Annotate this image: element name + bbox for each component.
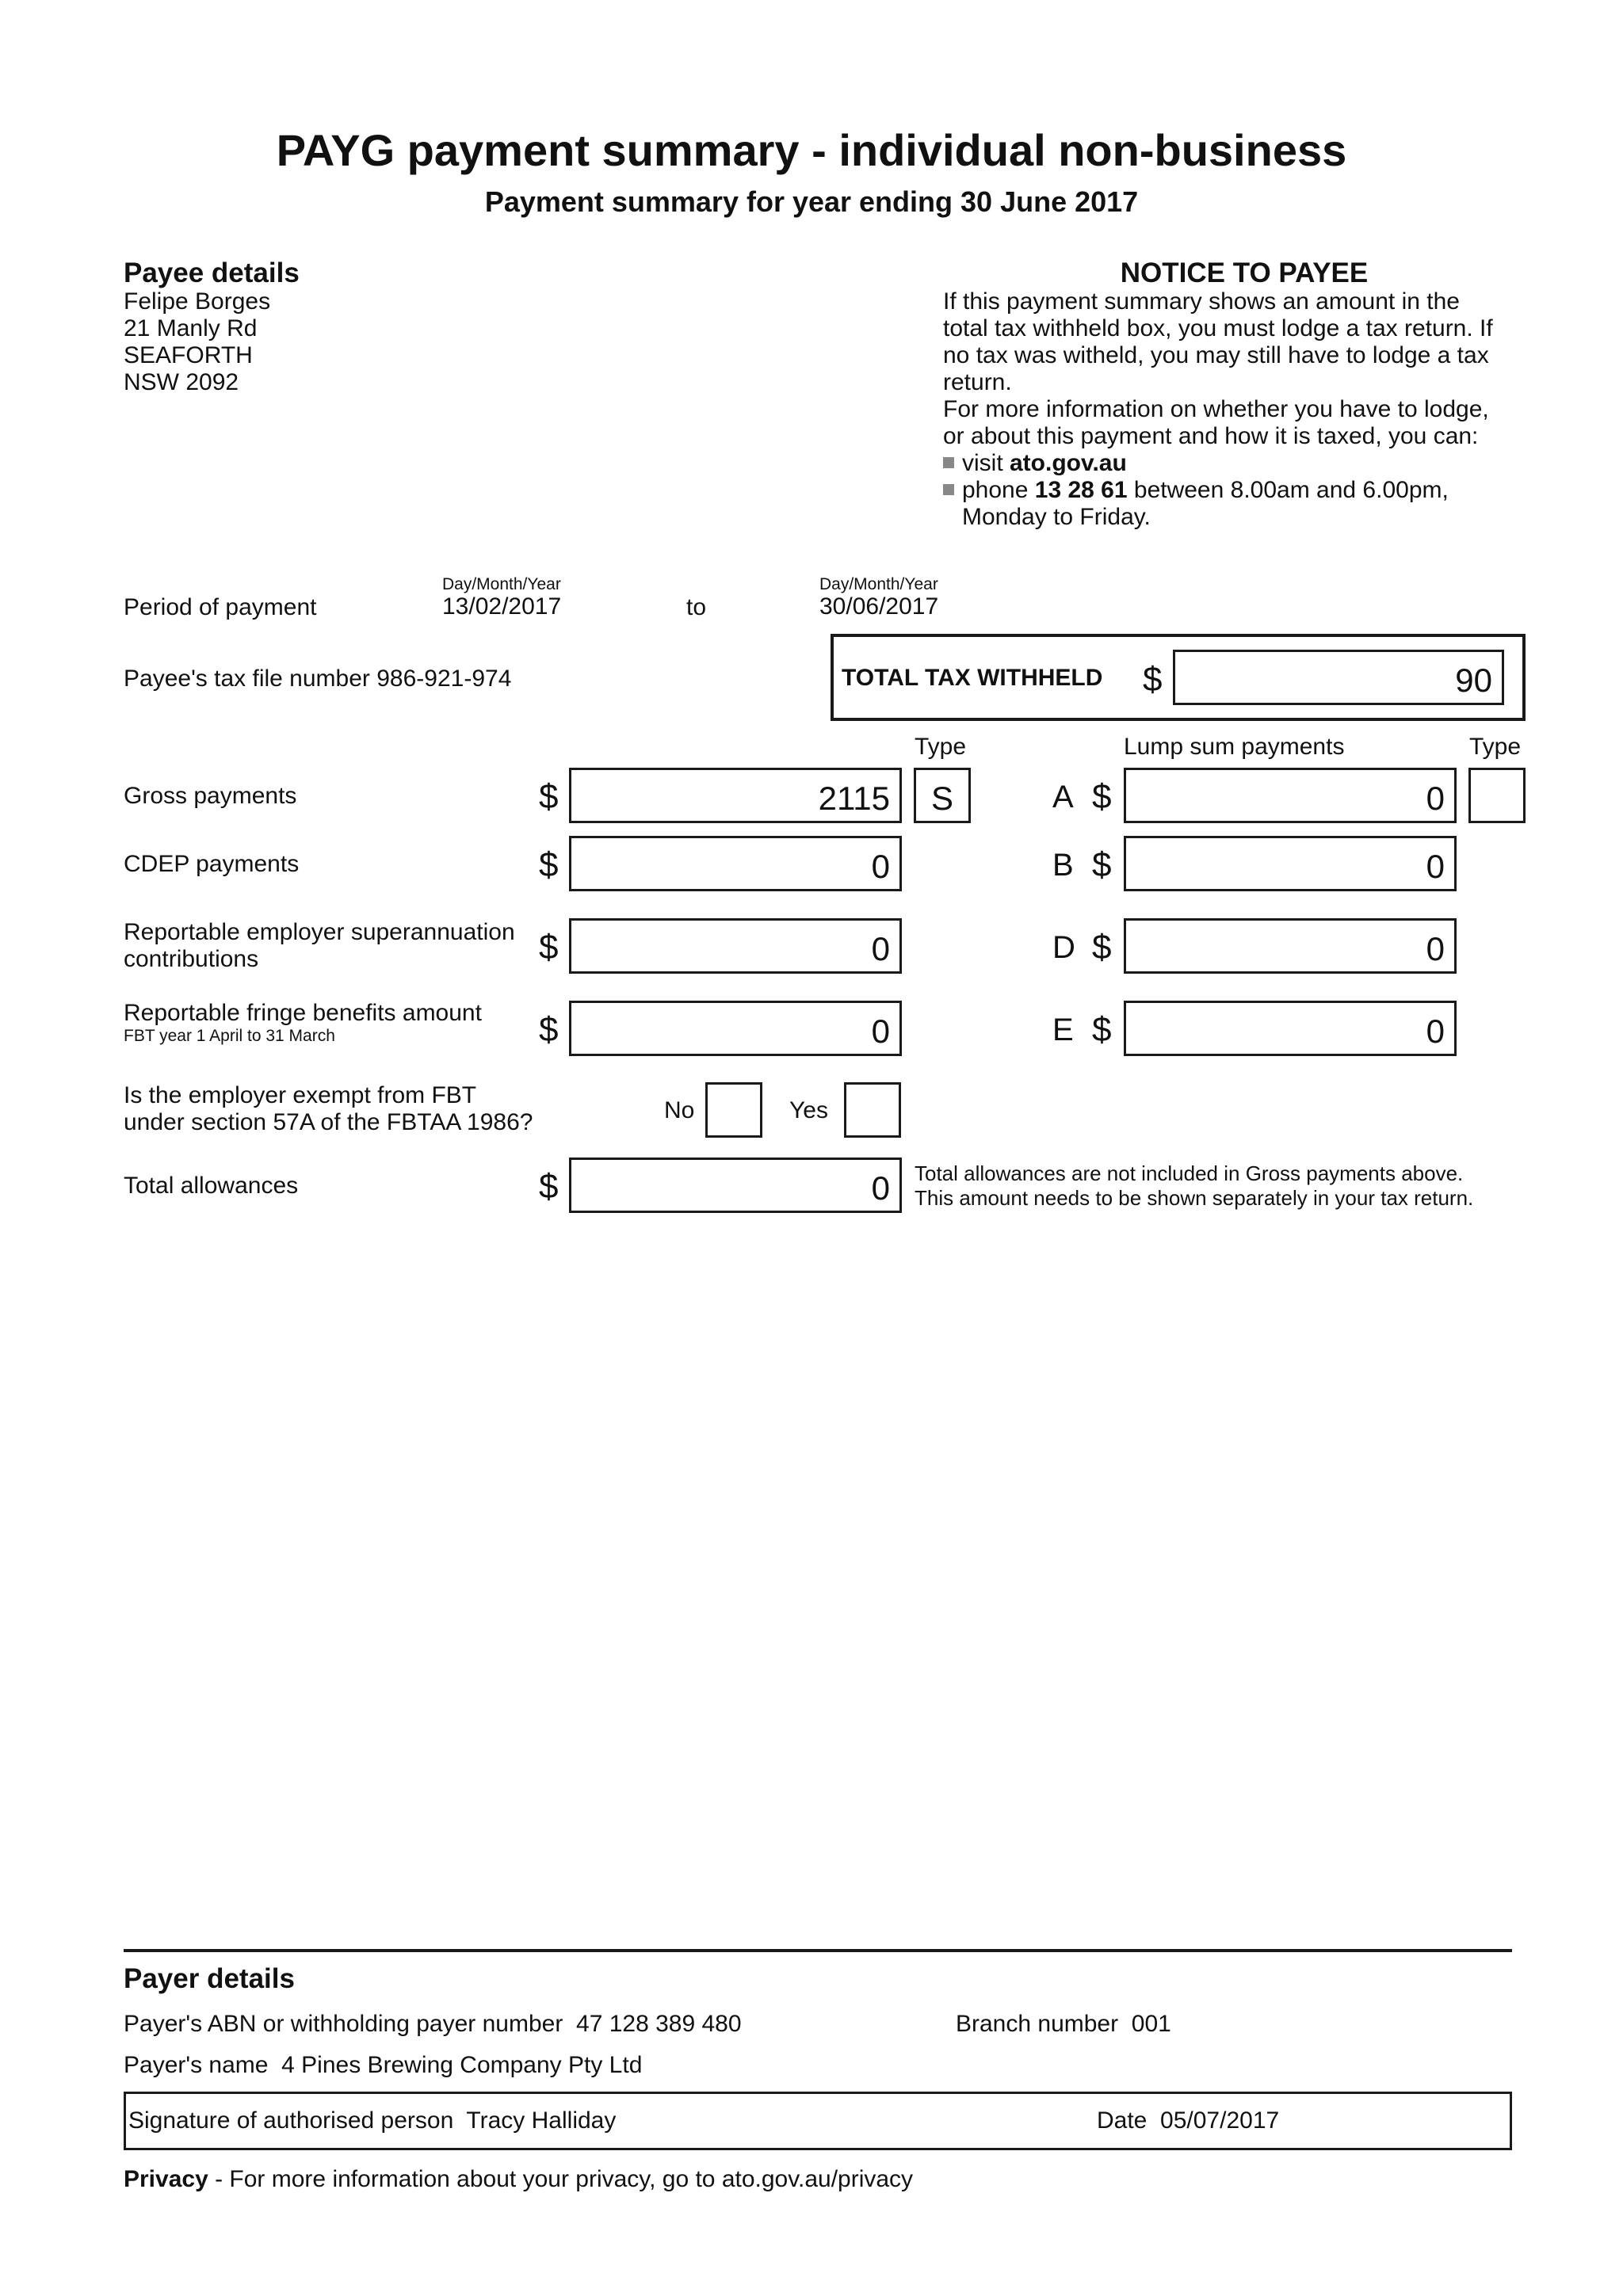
lump-sum-e-dollar: $ (1092, 1010, 1112, 1049)
gross-payments-label: Gross payments (124, 783, 297, 809)
payer-branch-value: 001 (1131, 2011, 1171, 2037)
gross-payments-field[interactable] (569, 768, 902, 823)
gross-dollar: $ (539, 777, 559, 816)
tfn-value: 986-921-974 (376, 666, 512, 692)
period-from: 13/02/2017 (442, 593, 562, 620)
lump-sum-a-letter: A (1052, 780, 1074, 814)
lump-sum-a-field[interactable] (1124, 768, 1457, 823)
period-to: 30/06/2017 (819, 593, 939, 620)
lump-sum-d-letter: D (1052, 930, 1075, 965)
gross-type-value: S (930, 780, 953, 817)
super-value: 0 (871, 930, 890, 967)
page-title: PAYG payment summary - individual non-business (276, 125, 1347, 175)
privacy-note (124, 2166, 913, 2193)
signature-date (1097, 2107, 1279, 2134)
fbt-exempt-no-label: No (664, 1097, 695, 1123)
payer-branch (956, 2011, 1171, 2038)
notice-line: return. (943, 369, 1012, 395)
cdep-payments-value: 0 (871, 848, 890, 885)
period-to-hint: Day/Month/Year (819, 575, 938, 593)
payee-state-postcode: NSW 2092 (124, 369, 239, 395)
payee-name: Felipe Borges (124, 288, 271, 315)
fbt-exempt-question: Is the employer exempt from FBT under section 57A of the FBTAA 1986? (124, 1082, 533, 1135)
type2-column-heading: Type (1469, 734, 1522, 760)
notice-phone-hours: Monday to Friday. (962, 504, 1151, 530)
total-allowances-field[interactable] (569, 1158, 902, 1213)
cdep-dollar: $ (539, 845, 559, 884)
lump-sum-a-type-field[interactable] (1468, 768, 1526, 823)
bullet-icon (943, 457, 954, 468)
period-from-hint: Day/Month/Year (442, 575, 561, 593)
notice-line: If this payment summary shows an amount in the (943, 288, 1460, 315)
super-field[interactable] (569, 918, 902, 974)
allowances-dollar: $ (539, 1167, 559, 1206)
gross-type-field[interactable] (914, 768, 971, 823)
lump-sum-column-heading: Lump sum payments (1124, 734, 1345, 760)
total-tax-label: TOTAL TAX WITHHELD (842, 665, 1103, 691)
payer-abn (124, 2011, 742, 2038)
lump-sum-e-value: 0 (1426, 1013, 1445, 1050)
lump-sum-b-field[interactable] (1124, 836, 1457, 891)
fbt-exempt-yes-checkbox[interactable] (844, 1082, 901, 1138)
lump-sum-d-dollar: $ (1092, 928, 1112, 967)
lump-sum-e-letter: E (1052, 1013, 1074, 1047)
notice-to-payee (943, 258, 1545, 531)
payee-details (124, 258, 300, 396)
payer-abn-value: 47 128 389 480 (576, 2011, 742, 2037)
lump-sum-a-value: 0 (1426, 780, 1445, 817)
lump-sum-d-value: 0 (1426, 930, 1445, 967)
notice-heading: NOTICE TO PAYEE (1120, 257, 1369, 288)
fringe-benefits-value: 0 (871, 1013, 890, 1050)
payer-name (124, 2052, 642, 2079)
payer-name-label: Payer's name (124, 2052, 269, 2078)
period-label: Period of payment (124, 594, 317, 620)
total-allowances-label: Total allowances (124, 1173, 299, 1199)
signatory-name: Tracy Halliday (466, 2107, 617, 2134)
total-tax-dollar: $ (1143, 660, 1163, 699)
notice-line: total tax withheld box, you must lodge a tax return. If (943, 315, 1493, 341)
payer-name-value: 4 Pines Brewing Company Pty Ltd (281, 2052, 643, 2078)
date-label: Date (1097, 2107, 1148, 2134)
lump-sum-e-field[interactable] (1124, 1001, 1457, 1056)
tfn (124, 666, 511, 692)
notice-line: no tax was witheld, you may still have to lodge a tax (943, 342, 1489, 368)
phone-number: 13 28 61 (1034, 477, 1128, 503)
super-label: Reportable employer superannuation contributions (124, 919, 515, 972)
signature-label: Signature of authorised person (128, 2107, 454, 2134)
fringe-benefits-label: Reportable fringe benefits amount FBT year 1 April to 31 March (124, 1000, 482, 1045)
cdep-payments-field[interactable] (569, 836, 902, 891)
period-to-label: to (686, 594, 707, 620)
bullet-icon (943, 484, 954, 495)
payer-abn-label: Payer's ABN or withholding payer number (124, 2011, 563, 2037)
payee-address: 21 Manly Rd (124, 315, 258, 341)
payee-suburb: SEAFORTH (124, 342, 253, 368)
payer-heading: Payer details (124, 1963, 295, 1994)
total-tax-field[interactable] (1173, 650, 1504, 705)
payer-branch-label: Branch number (956, 2011, 1119, 2037)
tfn-label: Payee's tax file number (124, 666, 370, 692)
allowances-note: Total allowances are not included in Gross payments above. This amount needs to be shown separately in your tax return. (915, 1161, 1474, 1210)
super-dollar: $ (539, 928, 559, 967)
lump-sum-b-value: 0 (1426, 848, 1445, 885)
lump-sum-b-dollar: $ (1092, 845, 1112, 884)
total-allowances-value: 0 (871, 1169, 890, 1207)
fringe-dollar: $ (539, 1010, 559, 1049)
type-column-heading: Type (915, 734, 967, 760)
notice-phone: phone 13 28 61 between 8.00am and 6.00pm, (943, 477, 1545, 504)
notice-visit: visit ato.gov.au (943, 450, 1545, 477)
date-value: 05/07/2017 (1160, 2107, 1280, 2134)
privacy-text[interactable]: - For more information about your privacy, go to ato.gov.au/privacy (208, 2166, 914, 2192)
payer-divider (124, 1949, 1512, 1952)
lump-sum-b-letter: B (1052, 848, 1074, 883)
fringe-benefits-field[interactable] (569, 1001, 902, 1056)
page-subtitle: Payment summary for year ending 30 June 2017 (484, 185, 1139, 218)
payee-heading: Payee details (124, 257, 300, 288)
notice-line: For more information on whether you have to lodge, (943, 396, 1489, 422)
fbt-exempt-yes-label: Yes (789, 1097, 828, 1123)
total-tax-value: 90 (1455, 662, 1492, 699)
fbt-exempt-no-checkbox[interactable] (705, 1082, 762, 1138)
notice-line: or about this payment and how it is taxed, you can: (943, 423, 1479, 449)
gross-payments-value: 2115 (818, 780, 890, 817)
ato-link[interactable]: ato.gov.au (1010, 450, 1127, 476)
signature (128, 2107, 616, 2134)
fringe-benefits-sublabel: FBT year 1 April to 31 March (124, 1027, 335, 1045)
cdep-payments-label: CDEP payments (124, 851, 300, 877)
lump-sum-a-dollar: $ (1092, 777, 1112, 816)
lump-sum-d-field[interactable] (1124, 918, 1457, 974)
privacy-label: Privacy (124, 2166, 208, 2192)
